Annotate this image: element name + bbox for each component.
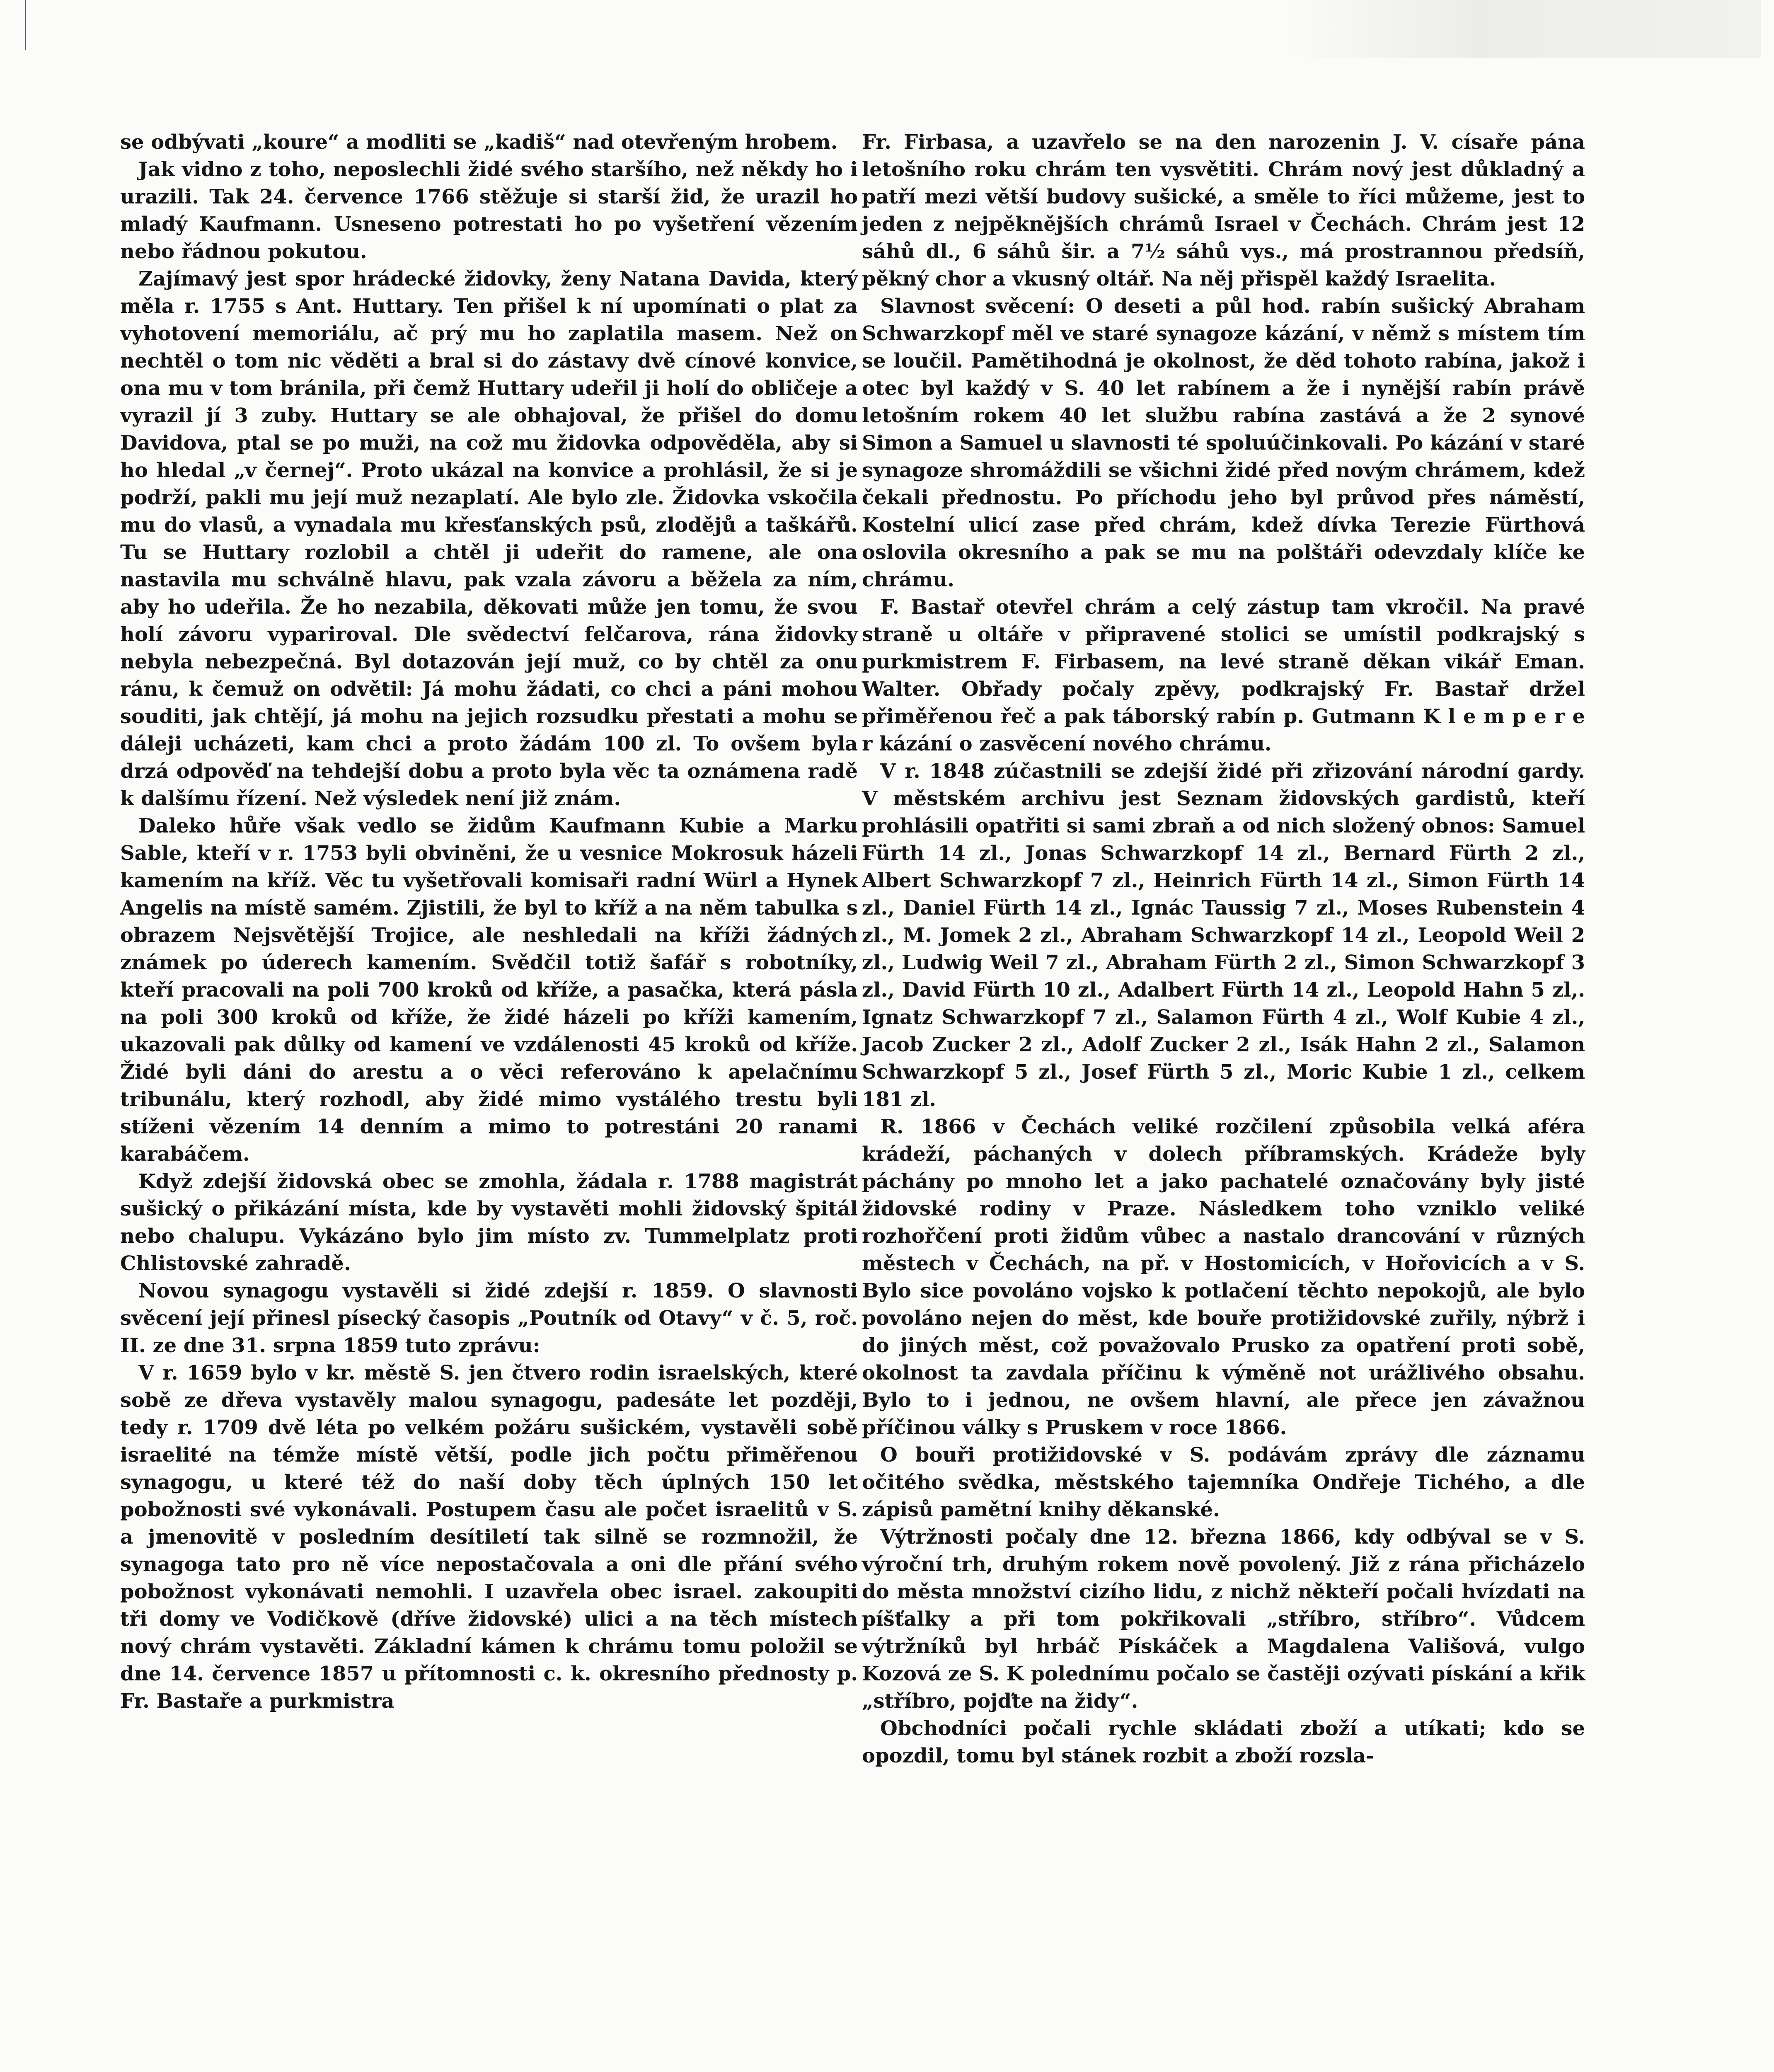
paragraph: Novou synagogu vystavěli si židé zdejší r. 1859. O slavnosti svěcení její přinesl písecký časopis „Poutník od Otavy“ v č. 5, roč. II. ze dne 31. srpna 1859 tuto zprávu: — [120, 1279, 858, 1357]
paragraph: V r. 1659 bylo v kr. městě S. jen čtvero rodin israelských, které sobě ze dřeva vystavěly malou synagogu, padesáte let později, tedy r. 1709 dvě léta po velkém požáru sušickém, vystavěli sobě israelité na témže místě větší, podle jich počtu přiměřenou synagogu, u které též do naší doby těch úplných 150 let pobožnosti své vykonávali. Postupem času ale počet israelitů v S. a jmenovitě v posledním desítiletí tak silně se rozmnožil, že synagoga tato pro ně více nepostačovala a oni dle přání svého pobožnost vykonávati nemohli. I uzavřela obec israel. zakoupiti tři domy ve Vodičkově (dříve židovské) ulici a na těch místech nový chrám vystavěti. Základní kámen k chrámu tomu položil se dne 14. července 1857 u přítomnosti c. k. okresního přednosty p. Fr. Bastaře a purkmistra — [120, 1361, 858, 1713]
paragraph: Obchodníci počali rychle skládati zboží a utíkati; kdo se opozdil, tomu byl stánek rozbit a zboží rozsla- — [862, 1717, 1585, 1767]
paragraph: O bouři protižidovské v S. podávám zprávy dle záznamu očitého svědka, městského tajemníka Ondřeje Tichého, a dle zápisů pamětní knihy děkanské. — [862, 1443, 1585, 1521]
paragraph: Jak vidno z toho, neposlechli židé svého staršího, než někdy ho i urazili. Tak 24. července 1766 stěžuje si starší žid, že urazil ho mladý Kaufmann. Usneseno potrestati ho po vyšetření vězením nebo řádnou pokutou. — [120, 158, 858, 263]
right-column — [862, 128, 1585, 1769]
paragraph: Výtržnosti počaly dne 12. března 1866, kdy odbýval se v S. výroční trh, druhým rokem nově povolený. Již z rána přicházelo do města množství cizího lidu, z nichž někteří počali hvízdati na píšťalky a při tom pokřikovali „stříbro, stříbro“. Vůdcem výtržníků byl hrbáč Pískáček a Magdalena Vališová, vulgo Kozová ze S. K polednímu počalo se častěji ozývati pískání a křik „stříbro, pojďte na židy“. — [862, 1525, 1585, 1713]
paragraph: Zajímavý jest spor hrádecké židovky, ženy Natana Davida, který měla r. 1755 s Ant. Huttary. Ten přišel k ní upomínati o plat za vyhotovení memoriálu, ač prý mu ho zaplatila masem. Než on nechtěl o tom nic věděti a bral si do zástavy dvě cínové konvice, ona mu v tom bránila, při čemž Huttary udeřil ji holí do obličeje a vyrazil jí 3 zuby. Huttary se ale obhajoval, že přišel do domu Davidova, ptal se po muži, na což mu židovka odpověděla, aby si ho hledal „v černej“. Proto ukázal na konvice a prohlásil, že si je podrží, pakli mu její muž nezaplatí. Ale bylo zle. Židovka vskočila mu do vlasů, a vynadala mu křesťanských psů, zlodějů a taškářů. Tu se Huttary rozlobil a chtěl ji udeřit do ramene, ale ona nastavila mu schválně hlavu, pak vzala závoru a běžela za ním, aby ho udeřila. Že ho nezabila, děkovati může jen tomu, že svou holí závoru vypariroval. Dle svědectví felčarova, rána židovky nebyla nebezpečná. Byl dotazován její muž, co by chtěl za onu ránu, k čemuž on odvětil: Já mohu žádati, co chci a páni mohou souditi, jak chtějí, já mohu na jejich rozsudku přestati a mohu se dáleji ucházeti, kam chci a proto žádám 100 zl. To ovšem byla drzá odpověď na tehdejší dobu a proto byla věc ta oznámena radě k dalšímu řízení. Než výsledek není již znám. — [120, 267, 858, 810]
scan-shadow — [1285, 0, 1761, 58]
paragraph: F. Bastař otevřel chrám a celý zástup tam vkročil. Na pravé straně u oltáře v připravené stolici se umístil podkrajský s purkmistrem F. Firbasem, na levé straně děkan vikář Eman. Walter. Obřady počaly zpěvy, podkrajský Fr. Bastař držel přiměřenou řeč a pak táborský rabín p. Gutmann K l e m p e r e r kázání o zasvěcení nového chrámu. — [862, 595, 1585, 755]
paragraph: R. 1866 v Čechách veliké rozčilení způsobila velká aféra krádeží, páchaných v dolech příbramských. Krádeže byly páchány po mnoho let a jako pachatelé označovány byly jisté židovské rodiny v Praze. Následkem toho vzniklo veliké rozhořčení proti židům vůbec a nastalo drancování v různých městech v Čechách, na př. v Hostomicích, v Hořovicích a v S. Bylo sice povoláno vojsko k potlačení těchto nepokojů, ale bylo povoláno nejen do měst, kde bouře protižidovské zuřily, nýbrž i do jiných měst, což považovalo Prusko za opatření proti sobě, okolnost ta zavdala příčinu k výměně not urážlivého obsahu. Bylo to i jednou, ne ovšem hlavní, ale přece jen závažnou příčinou války s Pruskem v roce 1866. — [862, 1115, 1585, 1439]
paragraph: Když zdejší židovská obec se zmohla, žádala r. 1788 magistrát sušický o přikázání místa, kde by vystavěti mohli židovský špitál nebo chalupu. Vykázáno bylo jim místo zv. Tummelplatz proti Chlistovské zahradě. — [120, 1170, 858, 1275]
paragraph: Slavnost svěcení: O deseti a půl hod. rabín sušický Abraham Schwarzkopf měl ve staré synagoze kázání, v němž s místem tím se loučil. Pamětihodná je okolnost, že děd tohoto rabína, jakož i otec byl každý v S. 40 let rabínem a že i nynější rabín právě letošním rokem 40 let službu rabína zastává a že 2 synové Simon a Samuel u slavnosti té spoluúčinkovali. Po kázání v staré synagoze shromáždili se všichni židé před novým chrámem, kdež čekali přednostu. Po příchodu jeho byl průvod přes náměstí, Kostelní ulicí zase před chrám, kdež dívka Terezie Fürthová oslovila okresního a pak se mu na polštáři odevzdaly klíče ke chrámu. — [862, 295, 1585, 591]
paragraph: Daleko hůře však vedlo se židům Kaufmann Kubie a Marku Sable, kteří v r. 1753 byli obviněni, že u vesnice Mokrosuk házeli kamením na kříž. Věc tu vyšetřovali komisaři radní Würl a Hynek Angelis na místě samém. Zjistili, že byl to kříž a na něm tabulka s obrazem Nejsvětější Trojice, ale neshledali na kříži žádných známek po úderech kamením. Svědčil totiž šafář s robotníky, kteří pracovali na poli 700 kroků od kříže, a pasačka, která pásla na poli 300 kroků od kříže, že židé házeli po kříži kamením, ukazovali pak důlky od kamení ve vzdálenosti 45 kroků od kříže. Židé byli dáni do arestu a o věci referováno k apelačnímu tribunálu, který rozhodl, aby židé mimo vystálého trestu byli stíženi vězením 14 denním a mimo to potrestáni 20 ranami karabáčem. — [120, 814, 858, 1166]
left-column — [120, 128, 858, 1715]
paragraph: V r. 1848 zúčastnili se zdejší židé při zřizování národní gardy. V městském archivu jest Seznam židovských gardistů, kteří prohlásili opatřiti si sami zbraň a od nich složený obnos: Samuel Fürth 14 zl., Jonas Schwarzkopf 14 zl., Bernard Fürth 2 zl., Albert Schwarzkopf 7 zl., Heinrich Fürth 14 zl., Simon Fürth 14 zl., Daniel Fürth 14 zl., Ignác Taussig 7 zl., Moses Rubenstein 4 zl., M. Jomek 2 zl., Abraham Schwarzkopf 14 zl., Leopold Weil 2 zl., Ludwig Weil 7 zl., Abraham Fürth 2 zl., Simon Schwarzkopf 3 zl., David Fürth 10 zl., Adalbert Fürth 14 zl., Leopold Hahn 5 zl,. Ignatz Schwarzkopf 7 zl., Salamon Fürth 4 zl., Wolf Kubie 4 zl., Jacob Zucker 2 zl., Adolf Zucker 2 zl., Isák Hahn 2 zl., Salamon Schwarzkopf 5 zl., Josef Fürth 5 zl., Moric Kubie 1 zl., celkem 181 zl. — [862, 760, 1585, 1111]
scan-edge-mark — [25, 0, 26, 50]
paragraph: se odbývati „koure“ a modliti se „kadiš“ nad otevřeným hrobem. — [120, 131, 838, 154]
paragraph: Fr. Firbasa, a uzavřelo se na den narozenin J. V. císaře pána letošního roku chrám ten vysvětiti. Chrám nový jest důkladný a patří mezi větší budovy sušické, a směle to říci můžeme, jest to jeden z nejpěknějších chrámů Israel v Čechách. Chrám jest 12 sáhů dl., 6 sáhů šir. a 7½ sáhů vys., má prostrannou předsíň, pěkný chor a vkusný oltář. Na něj přispěl každý Israelita. — [862, 131, 1585, 290]
